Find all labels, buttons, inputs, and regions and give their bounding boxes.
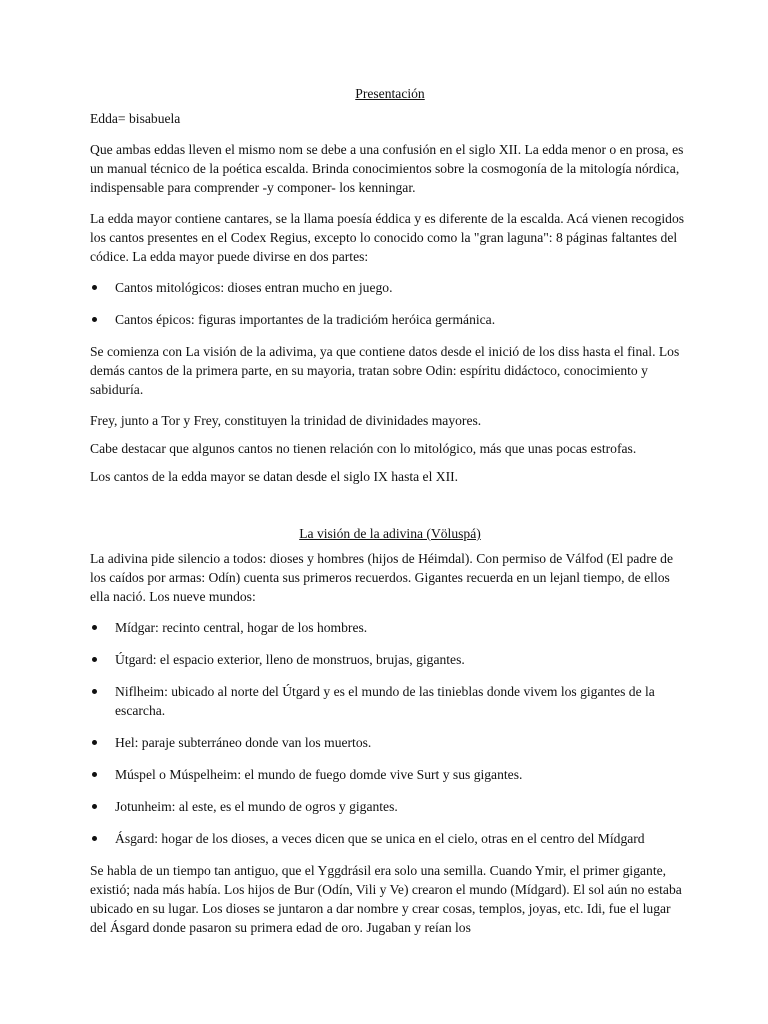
paragraph: Se habla de un tiempo tan antiguo, que el Yggdrásil era solo una semilla. Cuando Ymir, el primer gigante, existió; nada más había. Los hijos de Bur (Odín, Vili y Ve) crearon el mundo (Mídgard). El sol aún no estaba ubicado en su lugar. Los dioses se juntaron a dar nombre y crear cosas, templos, joyas, etc. Idi, fue el lugar del Ásgard donde pasaron su primera edad de oro. Jugaban y reían los	[90, 863, 682, 935]
paragraph: Frey, junto a Tor y Frey, constituyen la trinidad de divinidades mayores.	[90, 413, 482, 428]
list-item: Múspel o Múspelheim: el mundo de fuego domde vive Surt y sus gigantes.	[90, 765, 690, 784]
bullet-list-cantos	[90, 278, 690, 329]
paragraph: Edda= bisabuela	[90, 111, 181, 126]
list-item: Niflheim: ubicado al norte del Útgard y es el mundo de las tinieblas donde vivem los gigantes de la escarcha.	[90, 682, 690, 720]
list-item: Hel: paraje subterráneo donde van los muertos.	[90, 733, 690, 752]
paragraph: La edda mayor contiene cantares, se la llama poesía éddica y es diferente de la escalda. Acá vienen recogidos los cantos presentes en el Codex Regius, excepto lo conocido como la "gran laguna": 8 páginas faltantes del códice. La edda mayor puede divirse en dos partes:	[90, 211, 685, 264]
list-item: Ásgard: hogar de los dioses, a veces dicen que se unica en el cielo, otras en el centro del Mídgard	[90, 829, 690, 848]
paragraph: La adivina pide silencio a todos: dioses y hombres (hijos de Héimdal). Con permiso de Válfod (El padre de los caídos por armas: Odín) cuenta sus primeros recuerdos. Gigantes recuerda en un lejanl tiempo, de ellos ella nació. Los nueve mundos:	[90, 551, 674, 604]
list-item: Útgard: el espacio exterior, lleno de monstruos, brujas, gigantes.	[90, 650, 690, 669]
section-title-presentacion: Presentación	[355, 86, 425, 101]
bullet-list-nine-worlds	[90, 618, 690, 848]
list-item: Cantos épicos: figuras importantes de la tradicióm heróica germánica.	[90, 310, 690, 329]
list-item: Mídgar: recinto central, hogar de los hombres.	[90, 618, 690, 637]
section-spacer	[90, 498, 690, 524]
paragraph: Que ambas eddas lleven el mismo nom se debe a una confusión en el siglo XII. La edda menor o en prosa, es un manual técnico de la poética escalda. Brinda conocimientos sobre la cosmogonía de la mitología nórdica, indispensable para comprender -y componer- los kenningar.	[90, 142, 684, 195]
section-title-voluspa: La visión de la adivina (Völuspá)	[299, 526, 481, 541]
list-item: Cantos mitológicos: dioses entran mucho en juego.	[90, 278, 690, 297]
paragraph: Se comienza con La visión de la adivima, ya que contiene datos desde el inició de los diss hasta el final. Los demás cantos de la primera parte, en su mayoria, tratan sobre Odin: espíritu didáctoco, conocimiento y sabiduría.	[90, 344, 680, 397]
paragraph: Los cantos de la edda mayor se datan desde el siglo IX hasta el XII.	[90, 469, 459, 484]
paragraph: Cabe destacar que algunos cantos no tienen relación con lo mitológico, más que unas pocas estrofas.	[90, 441, 637, 456]
list-item: Jotunheim: al este, es el mundo de ogros y gigantes.	[90, 797, 690, 816]
